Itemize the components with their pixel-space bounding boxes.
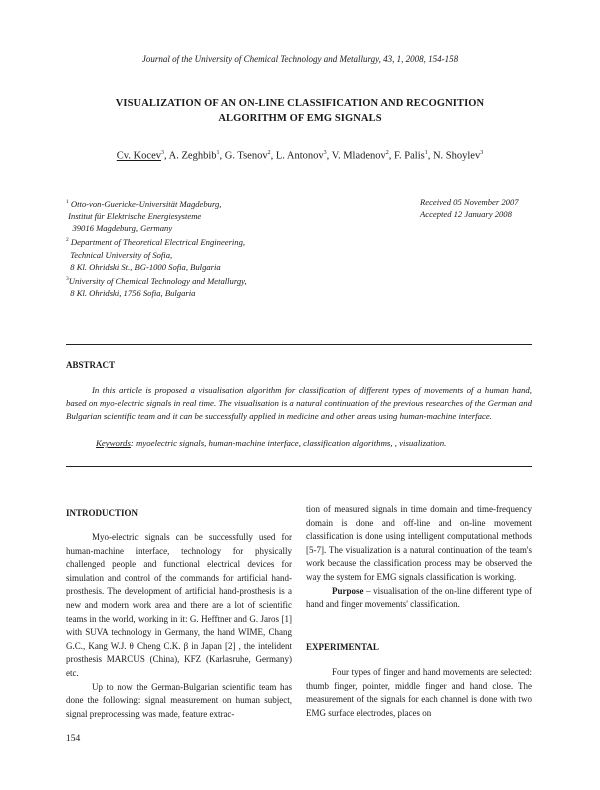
- author-affiliation-mark: 2: [267, 150, 271, 156]
- paper-title: [60, 96, 540, 126]
- title-line-1: VISUALIZATION OF AN ON-LINE CLASSIFICATION AND RECOGNITION: [115, 98, 485, 109]
- introduction-body: [66, 531, 292, 721]
- author-affiliation-mark: 1: [216, 150, 220, 156]
- keywords: [96, 438, 446, 448]
- affiliation-2-line-1: $^2$ Department of Theoretical Electrical Engineering,: [66, 237, 246, 248]
- col2-paragraph-1: tion of measured signals in time domain and time-frequency domain is done and off-line and on-line movement classification is done using intelligent computational methods [5-7]. The visualization is a natural continuation of the team's work because the classification process may be observed the way the system for EMG signals classification is working.: [306, 504, 532, 582]
- author-affiliation-mark: 3: [480, 150, 484, 156]
- affiliation-3-line-1: $^3$University of Chemical Technology and Metallurgy,: [66, 275, 247, 286]
- affiliations: [66, 196, 247, 299]
- divider-top: [66, 344, 532, 345]
- author-affiliation-mark: 1: [424, 150, 428, 156]
- affiliation-1-line-1: $^1$ Otto-von-Guericke-Universität Magdeburg,: [66, 198, 222, 209]
- intro-paragraph-2: Up to now the German-Bulgarian scientific team has done the following: signal measurement on human subject, signal preprocessing was made, feature extrac-: [66, 681, 292, 719]
- author-affiliation-mark: 2: [385, 150, 389, 156]
- accepted-date: Accepted 12 January 2008: [420, 209, 512, 220]
- affiliation-1-line-3: 39016 Magdeburg, Germany: [72, 223, 173, 234]
- affiliation-1-line-2: Institut für Elektrische Energiesysteme: [68, 211, 202, 222]
- author-name: Cv. Kocev: [116, 150, 161, 162]
- introduction-heading: INTRODUCTION: [66, 508, 139, 518]
- received-date: Received 05 November 2007: [420, 197, 519, 207]
- author-name: V. Mladenov: [331, 150, 386, 162]
- divider-bottom: [66, 466, 532, 467]
- author-name: G. Tsenov: [224, 150, 268, 162]
- author-affiliation-mark: 3: [323, 150, 327, 156]
- abstract-heading: ABSTRACT: [66, 360, 116, 370]
- author-affiliation-mark: 3: [161, 150, 164, 156]
- page-number: 154: [66, 734, 81, 744]
- abstract-body: [66, 384, 532, 424]
- affiliation-2-line-3: 8 Kl. Ohridski St., BG-1000 Sofia, Bulgaria: [70, 261, 221, 272]
- dates: [420, 196, 519, 220]
- affiliation-2-line-2: Technical University of Sofia,: [70, 249, 173, 260]
- purpose-text: – visualisation of the on-line different type of hand and finger movements' classification.: [306, 585, 532, 610]
- experimental-body: [306, 666, 532, 720]
- author-name: N. Shoylev: [432, 150, 481, 162]
- right-column-body: [306, 503, 532, 612]
- author-name: L. Antonov: [275, 150, 324, 162]
- affiliation-3-line-2: 8 Kl. Ohridski, 1756 Sofia, Bulgaria: [70, 288, 196, 298]
- author-name: F. Palis: [394, 150, 425, 162]
- purpose-paragraph: [306, 585, 532, 612]
- keywords-text: : myoelectric signals, human-machine interface, classification algorithms, , visualization.: [130, 438, 447, 448]
- purpose-label: Purpose: [332, 585, 364, 596]
- journal-header: Journal of the University of Chemical Technology and Metallurgy, 43, 1, 2008, 154-158: [141, 54, 459, 64]
- title-line-2: ALGORITHM OF EMG SIGNALS: [218, 113, 382, 124]
- intro-paragraph-1: Myo-electric signals can be successfully used for human-machine interface, technology for physically challenged people and functional electrical devices for simulation and control of the commands for artificial hand-prosthesis. The development of artificial hand-prosthesis is a new and modern work area and there are a lot of scientific teams in the world, working in it: G. Hefftner and G. Jaros [1] with SUVA technology in Germany, the hand WIME, Chang G.C., Kang W.J. θ Cheng C.K. β in Japan [2] , the intelident prosthesis MARCUS (China), KFZ (Karlasruhe, Germany) etc.: [66, 532, 292, 678]
- exp-paragraph-1: Four types of finger and hand movements are selected: thumb finger, pointer, middle finger and hand close. The measurement of the signals for each channel is done with two EMG surface electrodes, places on: [306, 667, 532, 718]
- experimental-heading: EXPERIMENTAL: [306, 642, 379, 652]
- author-name: A. Zeghbib: [168, 150, 217, 162]
- author-list: Cv. Kocev$^3$, A. Zeghbib$^1$, G. Tsenov$^2$, L. Antonov$^3$, V. Mladenov$^2$, F. Palis$^1$, N. Shoylev$^3$: [116, 150, 484, 162]
- keywords-label: Keywords: [96, 438, 131, 448]
- abstract-text: In this article is proposed a visualisation algorithm for classification of different types of movements of a human hand, based on myo-electric signals in real time. The visualisation is a natural continuation of the previous researches of the German and Bulgarian scientific team and it can be successfully applied in medicine and other areas using human-machine interface.: [66, 385, 532, 422]
